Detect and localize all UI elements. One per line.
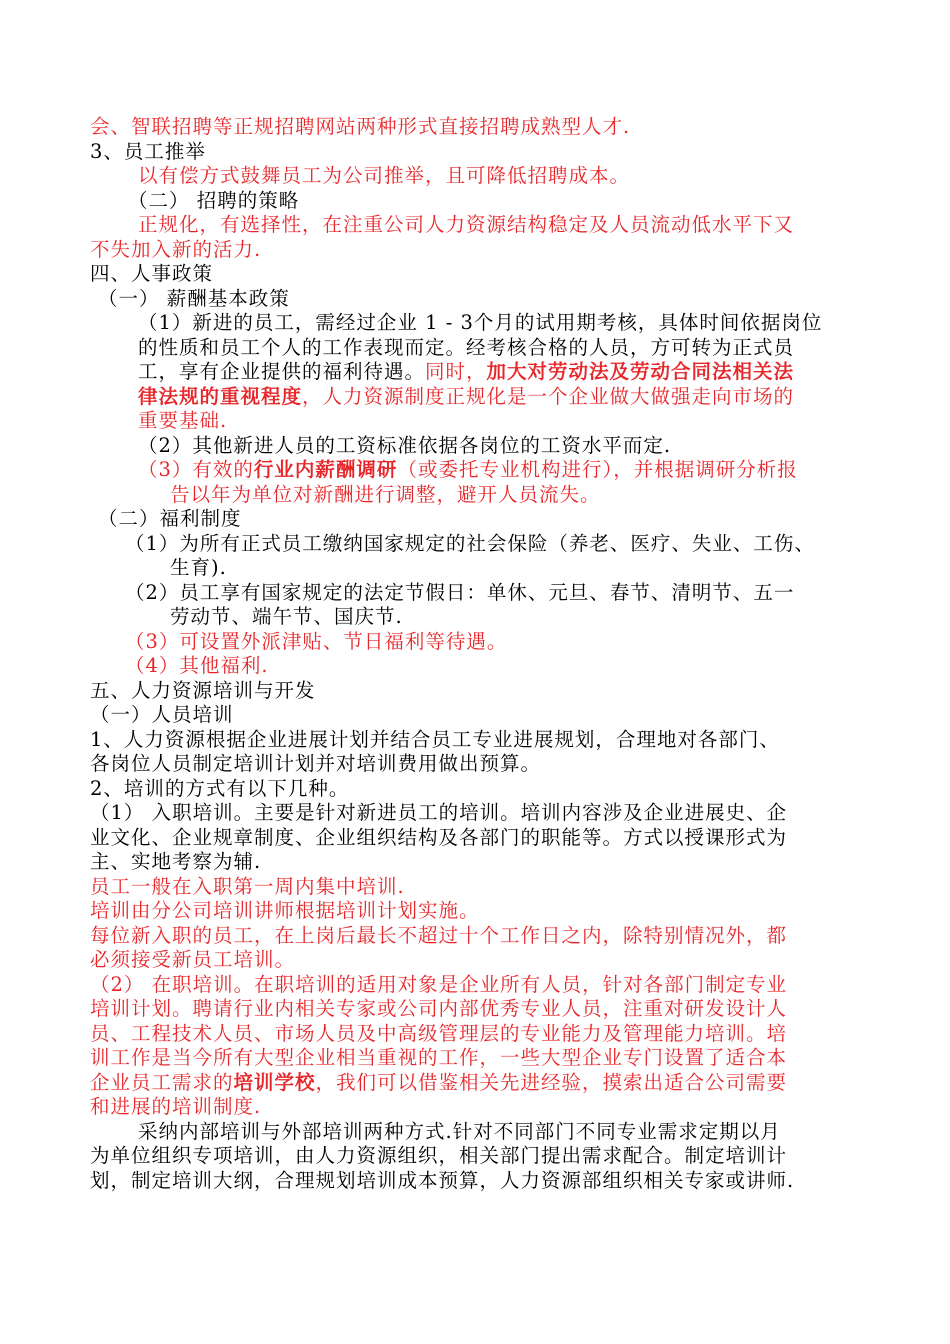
- onboarding-note-3-line-1: 每位新入职的员工，在上岗后最长不超过十个工作日之内，除特别情况外，都: [90, 923, 788, 947]
- onjob-training-line-4: 训工作是当今所有大型企业相当重视的工作，一些大型企业专门设置了适合本: [90, 1046, 788, 1069]
- referral-description: 以有偿方式鼓舞员工为公司推举，且可降低招聘成本。: [138, 164, 631, 187]
- salary-item-3-line-2: 告以年为单位对新酬进行调整，避开人员流失。: [170, 482, 601, 506]
- onboarding-training-line-3: 主、实地考察为辅.: [90, 850, 262, 873]
- welfare-item-4: （4）其他福利.: [125, 654, 269, 677]
- salary-item-1-line-5: 重要基础.: [138, 409, 228, 432]
- document-page: [90, 115, 865, 1193]
- onboarding-training-line-2: 业文化、企业规章制度、企业组织结构及各部门的职能等。方式以授课形式为: [90, 825, 788, 849]
- recruit-channels-continued: 会、智联招聘等正规招聘网站两种形式直接招聘成熟型人才.: [90, 115, 631, 138]
- onjob-training-line-5: 企业员工需求的培训学校，我们可以借鉴相关先进经验，摸索出适合公司需要: [90, 1070, 788, 1094]
- heading-salary-policy: （一） 薪酬基本政策: [98, 286, 290, 310]
- heading-staff-training: （一）人员培训: [90, 703, 234, 726]
- salary-item-1-line-1: （1）新进的员工，需经过企业 1 - 3个月的试用期考核，具体时间依据岗位: [138, 311, 823, 334]
- welfare-item-3: （3）可设置外派津贴、节日福利等待遇。: [125, 629, 508, 653]
- heading-recruit-strategy: （二） 招聘的策略: [128, 188, 300, 212]
- salary-item-3-line-1: （3）有效的行业内薪酬调研（或委托专业机构进行），并根据调研分析报: [138, 458, 798, 481]
- strategy-text-line-1: 正规化，有选择性，在注重公司人力资源结构稳定及人员流动低水平下又: [138, 213, 795, 236]
- heading-personnel-policy: 四、人事政策: [90, 262, 214, 285]
- training-point-1-line-1: 1、人力资源根据企业进展计划并结合员工专业进展规划，合理地对各部门、: [90, 727, 780, 751]
- heading-welfare-system: （二）福利制度: [98, 507, 242, 530]
- strategy-text-line-2: 不失加入新的活力.: [90, 237, 262, 261]
- salary-item-2: （2）其他新进人员的工资标准依据各岗位的工资水平而定.: [138, 433, 672, 457]
- welfare-item-2-line-1: （2）员工享有国家规定的法定节假日：单休、元旦、春节、清明节、五一: [125, 580, 795, 604]
- welfare-item-1-line-1: （1）为所有正式员工缴纳国家规定的社会保险（养老、医疗、失业、工伤、: [125, 531, 815, 555]
- onboarding-training-line-1: （1） 入职培训。主要是针对新进员工的培训。培训内容涉及企业进展史、企: [90, 801, 788, 824]
- training-mode-line-1: 采纳内部培训与外部培训两种方式.针对不同部门不同专业需求定期以月: [138, 1119, 781, 1143]
- onjob-training-line-1: （2） 在职培训。在职培训的适用对象是企业所有人员，针对各部门制定专业: [90, 972, 788, 996]
- salary-item-1-line-3: 工，享有企业提供的福利待遇。同时，加大对劳动法及劳动合同法相关法: [138, 360, 795, 383]
- training-mode-line-2: 为单位组织专项培训，由人力资源组织，相关部门提出需求配合。制定培训计: [90, 1144, 788, 1167]
- onboarding-note-2: 培训由分公司培训讲师根据培训计划实施。: [90, 899, 480, 922]
- salary-item-1-line-4: 律法规的重视程度，人力资源制度正规化是一个企业做大做强走向市场的: [138, 384, 795, 408]
- training-point-1-line-2: 各岗位人员制定培训计划并对培训费用做出预算。: [90, 752, 542, 775]
- training-mode-line-3: 划，制定培训大纲，合理规划培训成本预算，人力资源部组织相关专家或讲师.: [90, 1168, 795, 1192]
- welfare-item-1-line-2: 生育).: [170, 556, 227, 579]
- onboarding-note-1: 员工一般在入职第一周内集中培训.: [90, 874, 405, 898]
- heading-hr-training: 五、人力资源培训与开发: [90, 678, 316, 702]
- training-point-2: 2、培训的方式有以下几种。: [90, 776, 350, 800]
- onjob-training-line-6: 和进展的培训制度.: [90, 1095, 262, 1118]
- onjob-training-line-2: 培训计划。聘请行业内相关专家或公司内部优秀专业人员，注重对研发设计人: [90, 997, 788, 1020]
- onboarding-note-3-line-2: 必须接受新员工培训。: [90, 948, 296, 971]
- onjob-training-line-3: 员、工程技术人员、市场人员及中高级管理层的专业能力及管理能力培训。培: [90, 1021, 788, 1045]
- heading-employee-referral: 3、员工推举: [90, 139, 206, 163]
- welfare-item-2-line-2: 劳动节、端午节、国庆节.: [170, 605, 403, 628]
- salary-item-1-line-2: 的性质和员工个人的工作表现而定。经考核合格的人员，方可转为正式员: [138, 335, 795, 359]
